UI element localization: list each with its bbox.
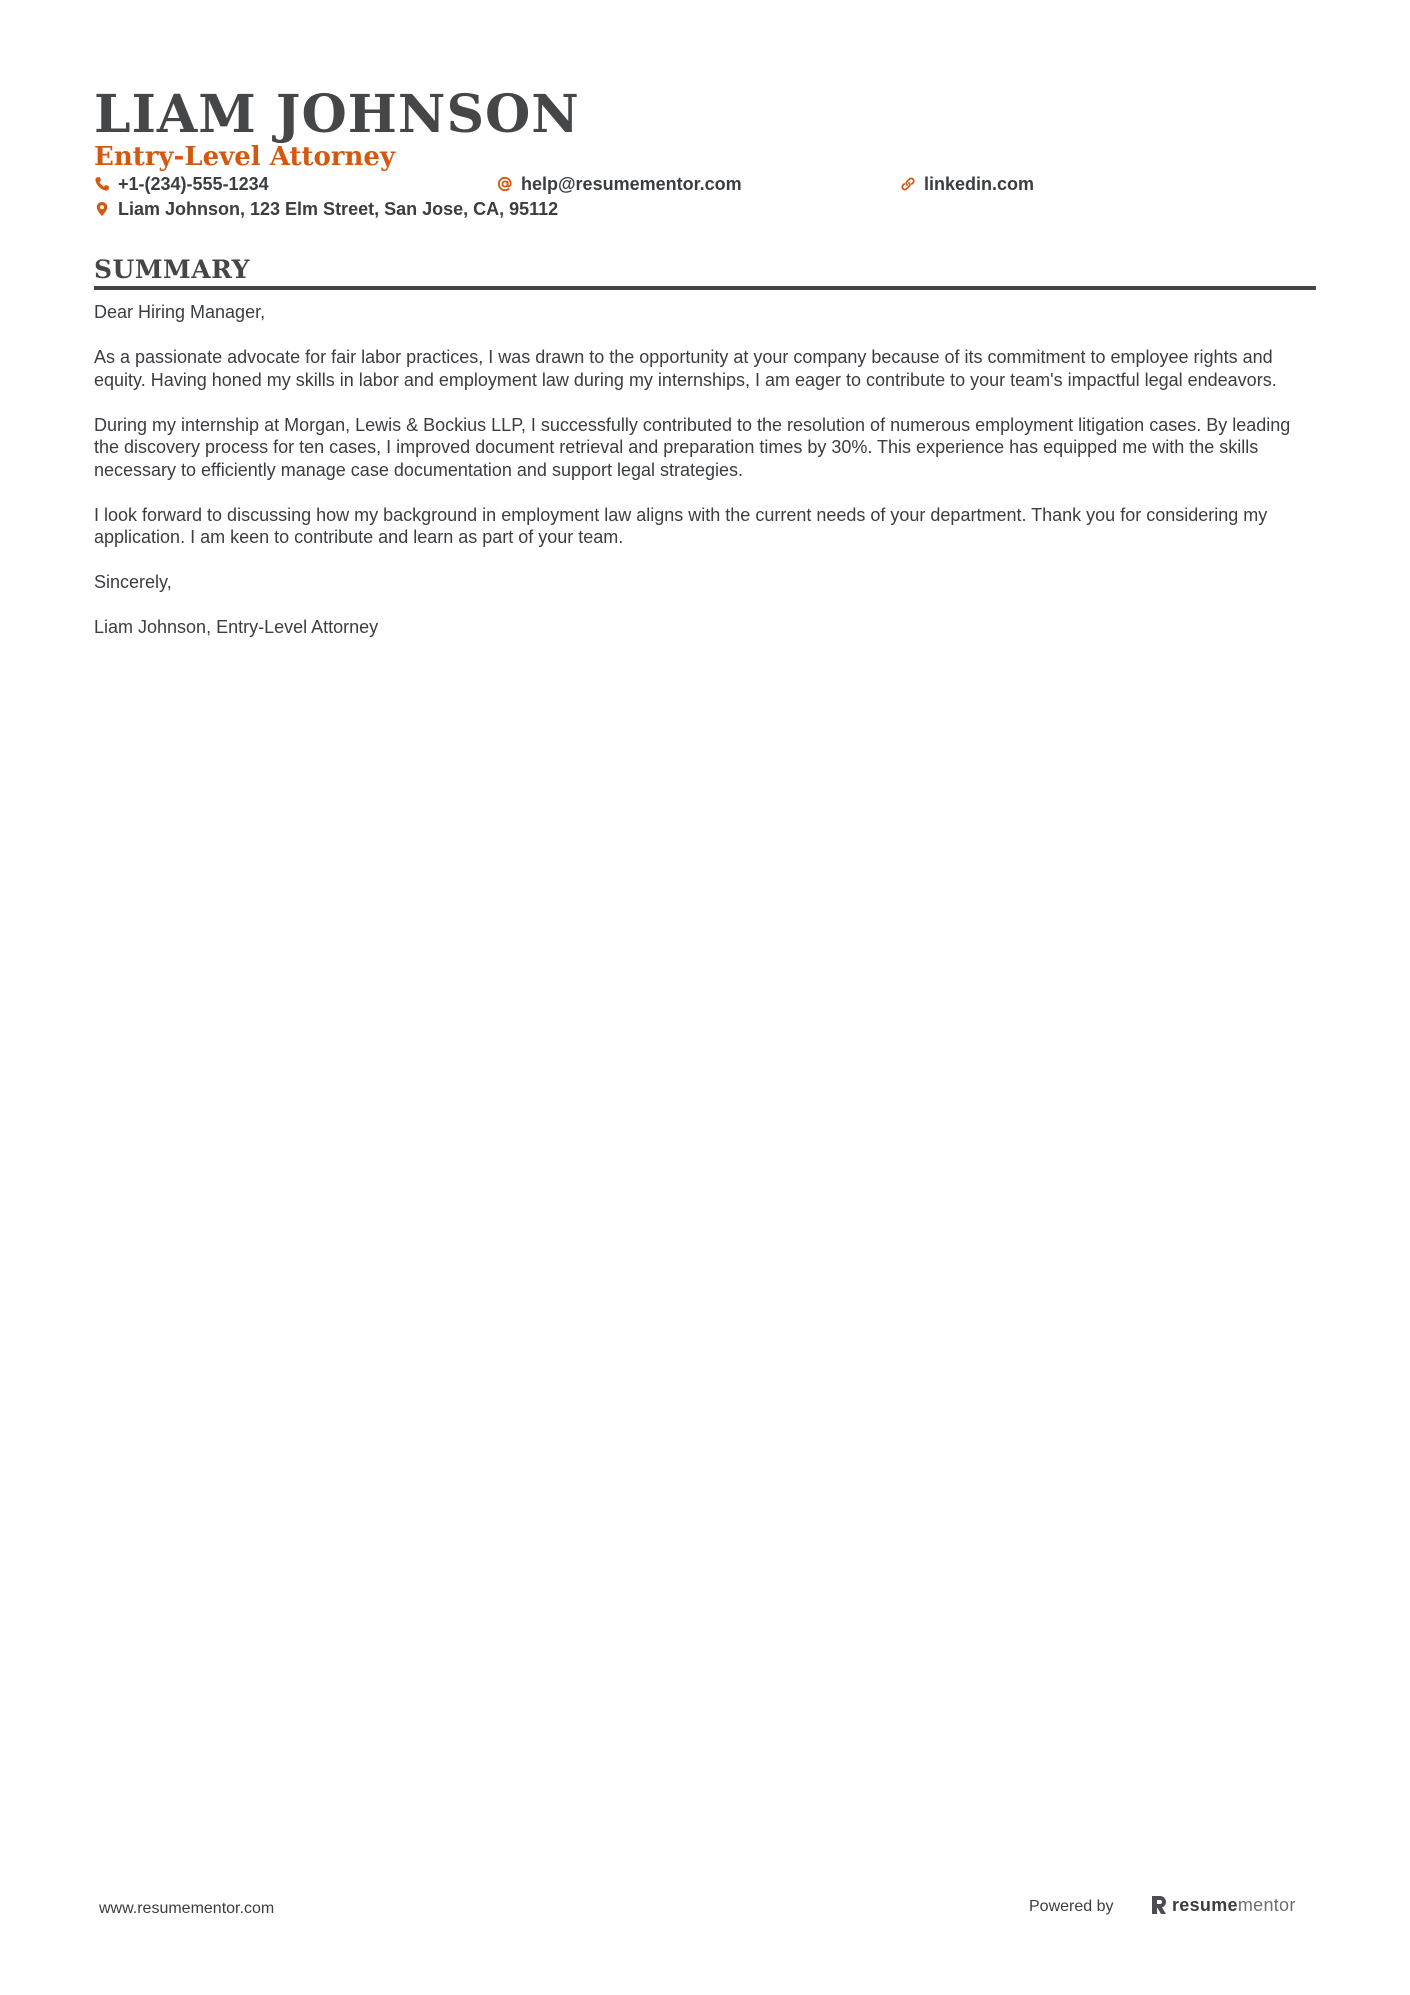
linkedin-text[interactable]: linkedin.com [924,174,1035,194]
contact-phone [94,173,269,195]
resumementor-logo-icon [1150,1894,1168,1916]
candidate-name: LIAM JOHNSON [94,84,580,145]
contact-address [94,198,558,220]
brand-logo[interactable] [1150,1894,1296,1916]
at-icon [497,176,513,192]
footer-website-link[interactable]: www.resumementor.com [99,1900,275,1917]
signature: Liam Johnson, Entry-Level Attorney [94,617,379,637]
phone-icon [94,176,110,192]
brand-name-part2: mentor [1237,1895,1296,1915]
address-text: Liam Johnson, 123 Elm Street, San Jose, CA, 95112 [118,199,559,219]
letter-body [94,301,1316,661]
contact-email[interactable] [497,173,742,195]
contact-linkedin[interactable] [900,173,1034,195]
body-paragraph-3: I look forward to discussing how my background in employment law aligns with the current needs of your department. Thank you for considering my application. I am keen to contribute and learn as part of your team. [94,504,1268,547]
body-paragraph-1: As a passionate advocate for fair labor practices, I was drawn to the opportunity at your company because of its commitment to employee rights and equity. Having honed my skills in labor and employment law during my internships, I am eager to contribute to your team's impactful legal endeavors. [94,347,1277,390]
powered-by-label: Powered by [1029,1898,1114,1915]
brand-name [1172,1894,1296,1916]
section-divider [94,286,1316,290]
greeting: Dear Hiring Manager, [94,302,266,322]
brand-name-part1: resume [1172,1895,1238,1915]
summary-heading: SUMMARY [94,255,250,284]
body-paragraph-2: During my internship at Morgan, Lewis & Bockius LLP, I successfully contributed to the resolution of numerous employment litigation cases. By leading the discovery process for ten cases, I improved document retrieval and preparation times by 30%. This experience has equipped me with the skills necessary to efficiently manage case documentation and support legal strategies. [94,414,1291,480]
job-title: Entry-Level Attorney [94,142,396,172]
location-pin-icon [94,201,110,217]
link-icon [900,176,916,192]
email-text[interactable]: help@resumementor.com [521,174,742,194]
phone-text: +1-(234)-555-1234 [118,174,269,194]
closing: Sincerely, [94,572,172,592]
